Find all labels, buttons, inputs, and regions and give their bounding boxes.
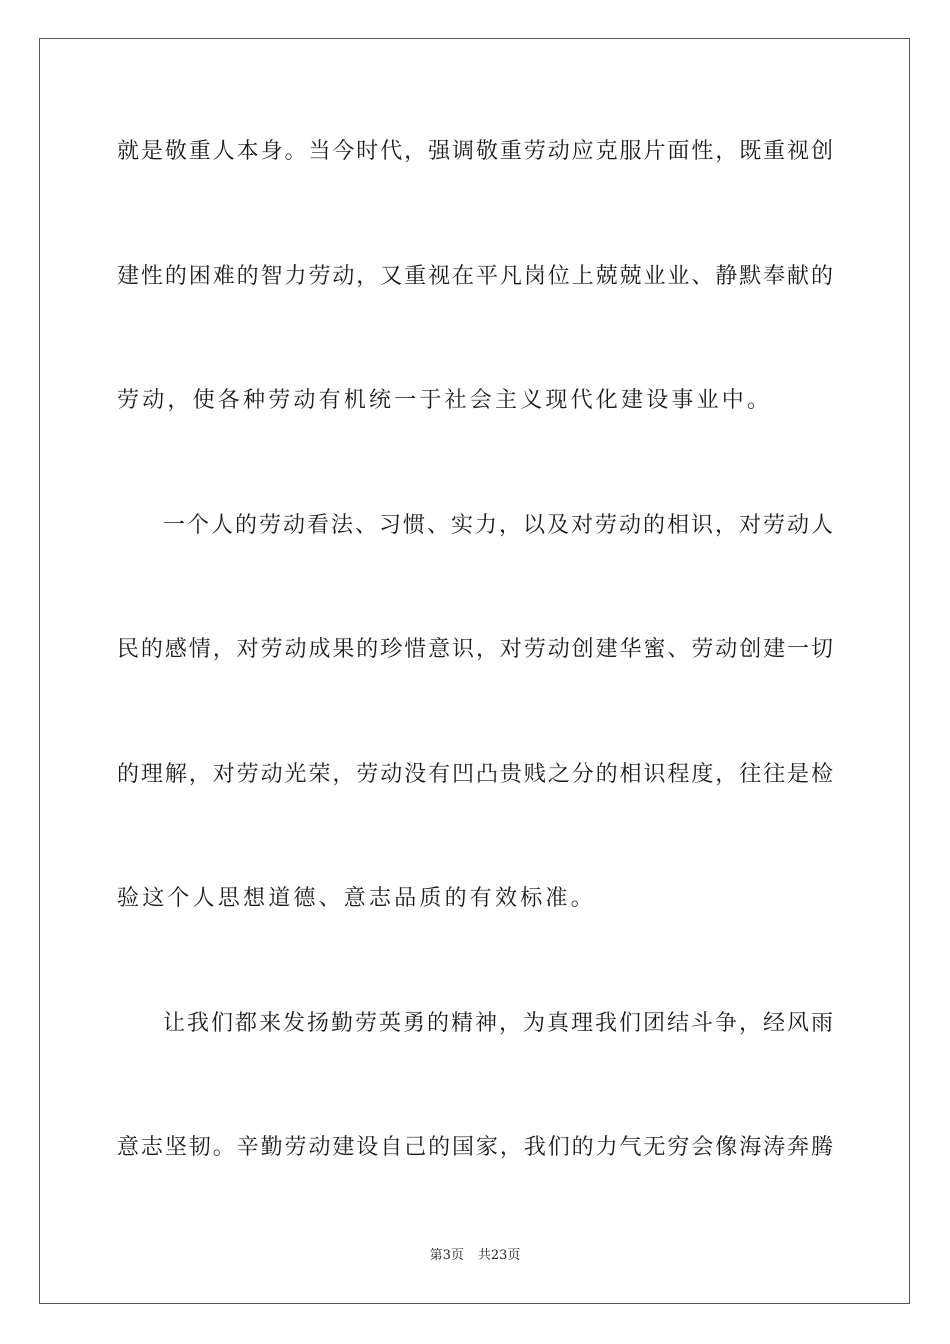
text-line: 的理解，对劳动光荣，劳动没有凹凸贵贱之分的相识程度，往往是检	[117, 762, 833, 787]
text-line: 一个人的劳动看法、习惯、实力，以及对劳动的相识，对劳动人	[163, 513, 833, 538]
text-line: 验这个人思想道德、意志品质的有效标准。	[117, 886, 596, 911]
text-line: 建性的困难的智力劳动，又重视在平凡岗位上兢兢业业、静默奉献的	[117, 264, 833, 289]
text-line: 民的感情，对劳动成果的珍惜意识，对劳动创建华蜜、劳动创建一切	[117, 637, 833, 662]
page-border	[39, 38, 910, 1304]
page-footer	[0, 1247, 950, 1265]
text-line: 劳动，使各种劳动有机统一于社会主义现代化建设事业中。	[117, 388, 773, 413]
text-line: 意志坚韧。辛勤劳动建设自己的国家，我们的力气无穷会像海涛奔腾	[117, 1135, 833, 1160]
text-line: 就是敬重人本身。当今时代，强调敬重劳动应克服片面性，既重视创	[117, 139, 833, 164]
page-number: 第3页	[429, 1248, 464, 1263]
text-line: 让我们都来发扬勤劳英勇的精神，为真理我们团结斗争，经风雨	[163, 1011, 833, 1036]
page-total: 共23页	[477, 1248, 521, 1263]
